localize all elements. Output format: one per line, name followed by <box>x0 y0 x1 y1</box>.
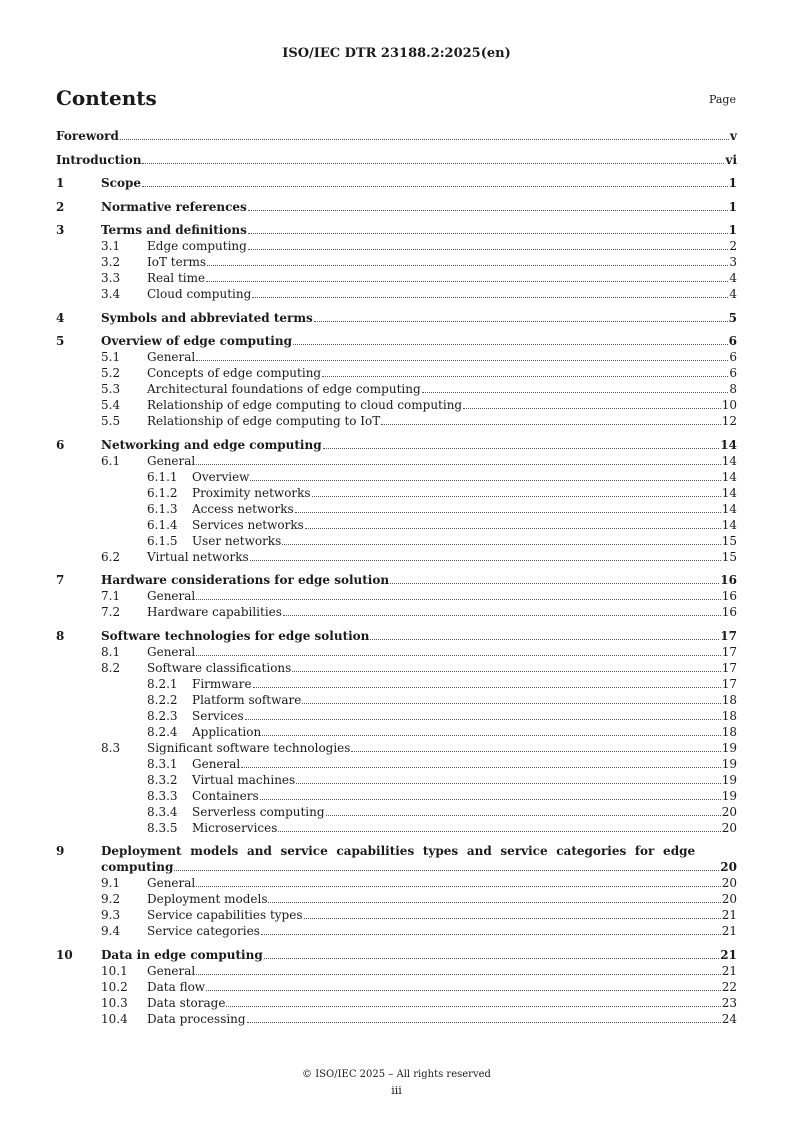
toc-entry-page: 14 <box>721 501 737 516</box>
toc-entry[interactable] <box>56 254 737 270</box>
toc-entry-number: 8.2.1 <box>147 676 178 691</box>
toc-entry-title: Virtual machines <box>192 772 296 787</box>
toc-entry-page: 20 <box>721 804 737 819</box>
toc-entry-page: 14 <box>721 469 737 484</box>
toc-entry-title: Relationship of edge computing to IoT <box>147 414 381 428</box>
toc-entry-title-continued: computing <box>101 860 174 874</box>
toc-entry-title: Platform software <box>192 692 302 707</box>
toc-entry-number: 8.3.3 <box>147 788 178 803</box>
toc-entry[interactable] <box>56 453 737 469</box>
toc-entry-number: 1 <box>56 176 65 190</box>
toc-entry[interactable] <box>56 963 737 979</box>
dot-leader <box>196 655 720 656</box>
toc-entry-number: 10.3 <box>101 995 128 1010</box>
toc-entry-number: 6.1.5 <box>147 533 178 548</box>
toc-entry-title: Terms and definitions <box>101 223 247 237</box>
toc-entry-title: Normative references <box>101 199 247 214</box>
toc-entry[interactable] <box>56 501 737 517</box>
dot-leader <box>264 958 720 959</box>
toc-entry-title: Foreword <box>56 129 119 143</box>
dot-leader <box>296 783 721 784</box>
toc-entry[interactable] <box>56 310 737 326</box>
toc-entry-title: General <box>192 756 241 771</box>
toc-entry-page: 4 <box>729 271 737 285</box>
dot-leader <box>196 360 728 361</box>
toc-entry-page: 17 <box>721 644 737 659</box>
toc-entry[interactable] <box>56 724 737 740</box>
toc-entry[interactable] <box>56 533 737 549</box>
dot-leader <box>250 560 721 561</box>
toc-entry-title: General <box>147 453 196 468</box>
copyright-notice: © ISO/IEC 2025 – All rights reserved <box>302 1069 491 1080</box>
toc-entry[interactable] <box>56 820 737 836</box>
dot-leader <box>278 831 720 832</box>
toc-entry-title: Deployment models <box>147 892 268 906</box>
toc-entry-page: 14 <box>721 485 737 500</box>
toc-entry-number: 6.1.3 <box>147 501 178 516</box>
toc-entry[interactable] <box>56 128 737 144</box>
toc-entry-number: 3.1 <box>101 239 121 253</box>
toc-entry[interactable] <box>56 660 737 676</box>
page-column-label: Page <box>708 93 736 106</box>
toc-entry-number: 8.3.1 <box>147 756 178 771</box>
toc-entry[interactable] <box>56 152 737 168</box>
toc-entry[interactable] <box>56 995 737 1011</box>
dot-leader <box>120 139 729 140</box>
dot-leader <box>196 974 720 975</box>
dot-leader <box>206 990 721 991</box>
toc-entry-page: 19 <box>721 740 737 755</box>
toc-entry-number: 2 <box>56 199 65 214</box>
toc-entry-page: 18 <box>721 692 737 707</box>
toc-entry-title: Access networks <box>192 501 294 516</box>
toc-entry-number: 7.1 <box>101 589 121 603</box>
toc-entry[interactable] <box>56 572 737 588</box>
toc-entry[interactable] <box>56 222 737 238</box>
dot-leader <box>370 639 719 640</box>
toc-entry-title: Serverless computing <box>192 804 325 819</box>
toc-entry-page: 21 <box>721 908 737 922</box>
toc-entry-title: IoT terms <box>147 255 206 269</box>
toc-entry[interactable] <box>56 238 737 254</box>
toc-entry[interactable] <box>56 947 737 963</box>
toc-entry-number: 3 <box>56 223 65 237</box>
toc-entry[interactable] <box>56 199 737 215</box>
toc-entry-title: General <box>147 644 196 659</box>
dot-leader <box>283 615 721 616</box>
dot-leader <box>302 703 720 704</box>
toc-entry-number: 5.3 <box>101 382 121 396</box>
toc-entry-number: 5.1 <box>101 350 121 364</box>
page-footer <box>0 1067 793 1099</box>
toc-entry-page: 21 <box>721 963 737 978</box>
toc-entry-number: 4 <box>56 310 65 325</box>
toc-entry[interactable] <box>56 923 737 939</box>
toc-entry[interactable] <box>56 485 737 501</box>
toc-entry-number: 8.1 <box>101 644 121 659</box>
dot-leader <box>196 886 720 887</box>
toc-entry-page: 6 <box>728 334 737 348</box>
toc-entry-title: Microservices <box>192 820 278 835</box>
toc-entry[interactable] <box>56 549 737 565</box>
toc-entry-number: 8.2.3 <box>147 708 178 723</box>
toc-entry-number: 8.2 <box>101 660 121 675</box>
toc-entry-page: 23 <box>721 995 737 1010</box>
toc-entry-page: 15 <box>721 533 737 548</box>
dot-leader <box>268 902 720 903</box>
toc-entry[interactable] <box>56 588 737 604</box>
toc-entry[interactable] <box>56 804 737 820</box>
toc-entry-title: Edge computing <box>147 239 247 253</box>
dot-leader <box>295 512 721 513</box>
toc-entry-number: 6.1.1 <box>147 469 178 484</box>
toc-entry[interactable] <box>56 604 737 620</box>
toc-entry-page: 24 <box>721 1011 737 1026</box>
toc-entry[interactable] <box>56 676 737 692</box>
toc-entry-number: 8.2.2 <box>147 692 178 707</box>
toc-entry-page: 3 <box>729 255 737 269</box>
toc-entry[interactable] <box>56 772 737 788</box>
toc-entry[interactable] <box>56 349 737 365</box>
toc-entry-title: Deployment models and service capabilities types and service categories for edge <box>101 844 696 858</box>
toc-entry-page: 4 <box>729 287 737 301</box>
toc-entry-title: Service categories <box>147 924 260 938</box>
dot-leader <box>282 544 720 545</box>
toc-entry-number: 9.3 <box>101 908 121 922</box>
toc-entry-page: 21 <box>720 947 737 962</box>
toc-entry[interactable] <box>56 788 737 804</box>
dot-leader <box>248 249 729 250</box>
toc-entry-title: Real time <box>147 271 206 285</box>
toc-entry[interactable] <box>56 365 737 381</box>
dot-leader <box>241 767 720 768</box>
toc-entry[interactable] <box>56 843 737 875</box>
toc-entry[interactable] <box>56 708 737 724</box>
toc-entry-title: General <box>147 876 196 890</box>
toc-entry-title: Software classifications <box>147 660 292 675</box>
dot-leader <box>293 344 728 345</box>
toc-entry-title: Virtual networks <box>147 549 249 564</box>
toc-entry[interactable] <box>56 740 737 756</box>
dot-leader <box>292 671 720 672</box>
dot-leader <box>226 1006 720 1007</box>
toc-entry-title: Symbols and abbreviated terms <box>101 310 313 325</box>
toc-entry-number: 8.3.4 <box>147 804 178 819</box>
toc-entry-title: Scope <box>101 176 142 190</box>
toc-entry-page: 18 <box>721 708 737 723</box>
toc-entry-number: 7.2 <box>101 605 121 619</box>
toc-entry-page: 19 <box>721 772 737 787</box>
toc-entry-page: 19 <box>721 788 737 803</box>
toc-entry-number: 10 <box>56 947 73 962</box>
toc-entry-number: 6.1.2 <box>147 485 178 500</box>
toc-entry[interactable] <box>56 286 737 302</box>
toc-entry-title: Proximity networks <box>192 485 311 500</box>
toc-entry-number: 6.1 <box>101 453 121 468</box>
dot-leader <box>305 528 721 529</box>
dot-leader <box>463 408 721 409</box>
toc-entry-title: Service capabilities types <box>147 908 303 922</box>
dot-leader <box>422 392 729 393</box>
dot-leader <box>381 424 720 425</box>
toc-entry-page: 14 <box>721 453 737 468</box>
toc-entry-number: 8.2.4 <box>147 724 178 739</box>
toc-entry-page: 22 <box>721 979 737 994</box>
toc-entry-title: Containers <box>192 788 259 803</box>
toc-entry-title: General <box>147 350 196 364</box>
toc-entry-page: 1 <box>728 176 737 190</box>
toc-entry-number: 5.4 <box>101 398 121 412</box>
toc-entry-page: 12 <box>721 414 737 428</box>
toc-entry[interactable] <box>56 692 737 708</box>
toc-entry[interactable] <box>56 628 737 644</box>
toc-entry-number: 3.2 <box>101 255 121 269</box>
toc-entry-title: Software technologies for edge solution <box>101 628 370 643</box>
dot-leader <box>314 321 728 322</box>
dot-leader <box>250 480 720 481</box>
toc-entry-page: 17 <box>720 628 737 643</box>
toc-entry-title: Overview of edge computing <box>101 334 292 348</box>
toc-entry[interactable] <box>56 907 737 923</box>
dot-leader <box>323 448 720 449</box>
toc-entry-title: Services <box>192 708 244 723</box>
toc-entry-number: 8 <box>56 628 65 643</box>
toc-entry-page: 6 <box>729 350 737 364</box>
toc-entry-title: Firmware <box>192 676 252 691</box>
dot-leader <box>207 265 728 266</box>
dot-leader <box>245 719 721 720</box>
toc-entry-number: 9.1 <box>101 876 121 890</box>
toc-entry-page: 16 <box>721 605 737 619</box>
dot-leader <box>247 1022 721 1023</box>
toc-entry-title: Services networks <box>192 517 304 532</box>
toc-entry-title: Concepts of edge computing <box>147 366 322 380</box>
toc-entry-title: Networking and edge computing <box>101 437 322 452</box>
table-of-contents <box>56 128 737 1027</box>
toc-entry-page: 21 <box>721 924 737 938</box>
dot-leader <box>252 297 728 298</box>
toc-entry-page: 8 <box>729 382 737 396</box>
toc-entry-page: 20 <box>721 892 737 906</box>
toc-entry-page: 20 <box>721 876 737 890</box>
toc-entry[interactable] <box>56 644 737 660</box>
dot-leader <box>312 496 721 497</box>
toc-entry[interactable] <box>56 469 737 485</box>
toc-entry-number: 8.3 <box>101 740 121 755</box>
toc-entry[interactable] <box>56 413 737 429</box>
page-title: Contents <box>56 86 157 110</box>
toc-entry-number: 5.5 <box>101 414 121 428</box>
page-number: iii <box>391 1084 402 1097</box>
toc-entry-number: 3.3 <box>101 271 121 285</box>
toc-entry[interactable] <box>56 1011 737 1027</box>
toc-entry-page: 15 <box>721 549 737 564</box>
toc-entry-number: 7 <box>56 573 65 587</box>
dot-leader <box>351 751 720 752</box>
toc-entry-title: Introduction <box>56 152 142 167</box>
toc-entry-number: 6.2 <box>101 549 121 564</box>
toc-entry-page: 16 <box>721 589 737 603</box>
toc-entry-title: Overview <box>192 469 250 484</box>
toc-entry-page: 17 <box>721 660 737 675</box>
dot-leader <box>304 918 721 919</box>
toc-entry[interactable] <box>56 175 737 191</box>
toc-entry-page: 2 <box>729 239 737 253</box>
toc-entry-number: 9.4 <box>101 924 121 938</box>
toc-entry-title: User networks <box>192 533 282 548</box>
toc-entry[interactable] <box>56 875 737 891</box>
dot-leader <box>326 815 721 816</box>
toc-entry-number: 9 <box>56 844 65 858</box>
toc-entry-number: 6 <box>56 437 65 452</box>
dot-leader <box>322 376 728 377</box>
toc-entry-number: 3.4 <box>101 287 121 301</box>
toc-entry[interactable] <box>56 333 737 349</box>
dot-leader <box>260 799 721 800</box>
toc-entry-number: 9.2 <box>101 892 121 906</box>
dot-leader <box>262 735 721 736</box>
dot-leader <box>142 163 724 164</box>
toc-entry[interactable] <box>56 397 737 413</box>
dot-leader <box>390 583 719 584</box>
toc-entry-number: 8.3.5 <box>147 820 178 835</box>
toc-entry[interactable] <box>56 979 737 995</box>
toc-entry-title: Data storage <box>147 995 226 1010</box>
toc-entry-page: 14 <box>720 437 737 452</box>
toc-entry-page: 18 <box>721 724 737 739</box>
toc-entry-page: 19 <box>721 756 737 771</box>
toc-entry-title: Hardware capabilities <box>147 605 282 619</box>
toc-entry-number: 8.3.2 <box>147 772 178 787</box>
toc-entry[interactable] <box>56 517 737 533</box>
toc-entry-title: Data in edge computing <box>101 947 263 962</box>
toc-entry-title: Data flow <box>147 979 206 994</box>
toc-entry-page: 20 <box>720 860 737 874</box>
dot-leader <box>253 687 721 688</box>
dot-leader <box>248 233 728 234</box>
toc-entry-title: Hardware considerations for edge solution <box>101 573 390 587</box>
toc-entry-title: Architectural foundations of edge computing <box>147 382 421 396</box>
dot-leader <box>261 934 721 935</box>
toc-entry-page: 1 <box>728 223 737 237</box>
toc-entry-page: v <box>730 129 737 143</box>
toc-entry[interactable] <box>56 270 737 286</box>
toc-entry[interactable] <box>56 381 737 397</box>
dot-leader <box>142 186 728 187</box>
toc-entry-number: 5.2 <box>101 366 121 380</box>
dot-leader <box>196 599 720 600</box>
document-header: ISO/IEC DTR 23188.2:2025(en) <box>282 46 511 61</box>
toc-entry-title: Significant software technologies <box>147 740 351 755</box>
toc-entry-title: Cloud computing <box>147 287 252 301</box>
toc-entry-page: 1 <box>728 199 737 214</box>
toc-entry-page: 17 <box>721 676 737 691</box>
toc-entry-page: vi <box>725 152 737 167</box>
toc-entry-number: 10.2 <box>101 979 128 994</box>
toc-entry-title: Data processing <box>147 1011 246 1026</box>
toc-entry[interactable] <box>56 891 737 907</box>
toc-entry-page: 10 <box>721 398 737 412</box>
toc-entry-page: 20 <box>721 820 737 835</box>
toc-entry-page: 14 <box>721 517 737 532</box>
toc-entry[interactable] <box>56 756 737 772</box>
toc-entry-title: General <box>147 963 196 978</box>
toc-entry-page: 16 <box>720 573 737 587</box>
toc-entry-number: 10.4 <box>101 1011 128 1026</box>
dot-leader <box>174 870 719 871</box>
toc-entry-title: Application <box>192 724 262 739</box>
toc-entry-title: General <box>147 589 196 603</box>
toc-entry-number: 6.1.4 <box>147 517 178 532</box>
toc-entry-title: Relationship of edge computing to cloud computing <box>147 398 463 412</box>
dot-leader <box>248 210 728 211</box>
dot-leader <box>206 281 728 282</box>
toc-entry[interactable] <box>56 437 737 453</box>
dot-leader <box>196 464 720 465</box>
toc-entry-number: 10.1 <box>101 963 128 978</box>
toc-entry-page: 5 <box>728 310 737 325</box>
toc-entry-number: 5 <box>56 334 65 348</box>
toc-entry-page: 6 <box>729 366 737 380</box>
